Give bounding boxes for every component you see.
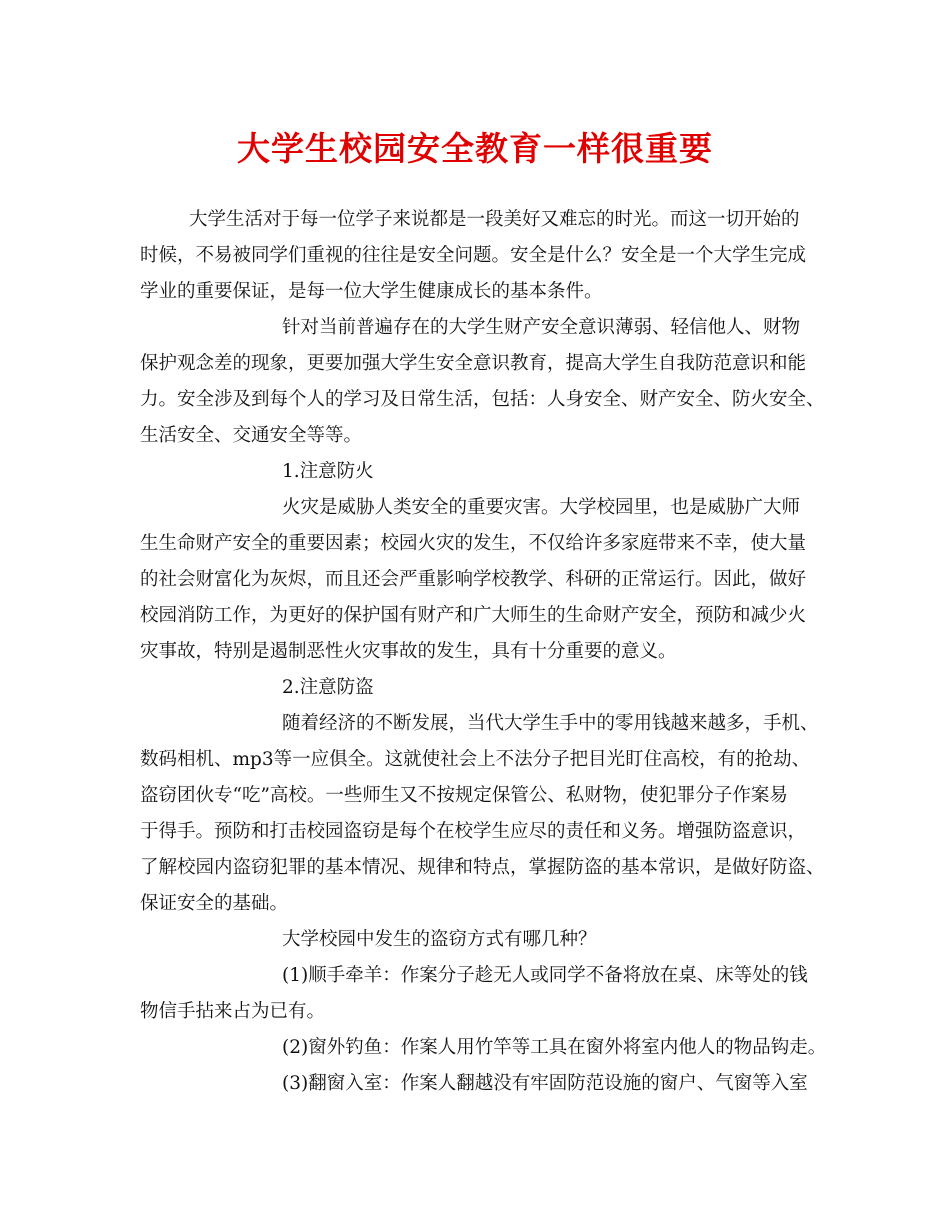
section-heading: 1.注意防火 — [282, 461, 374, 482]
paragraph-line: 生活安全、交通安全等等。 — [140, 425, 363, 446]
paragraph-line: 于得手。预防和打击校园盗窃是每个在校学生应尽的责任和义务。增强防盗意识， — [140, 821, 807, 842]
list-item: (1)顺手牵羊：作案分子趁无人或同学不备将放在桌、床等处的钱 — [282, 965, 808, 986]
paragraph-line: 生生命财产安全的重要因素；校园火灾的发生，不仅给许多家庭带来不幸，使大量 — [140, 533, 807, 554]
paragraph-line: 保护观念差的现象，更要加强大学生安全意识教育，提高大学生自我防范意识和能 — [140, 353, 807, 374]
paragraph-line: 盗窃团伙专“吃”高校。一些师生又不按规定保管公、私财物，使犯罪分子作案易 — [140, 785, 788, 806]
section-heading: 2.注意防盗 — [282, 677, 374, 698]
paragraph-line: 了解校园内盗窃犯罪的基本情况、规律和特点，掌握防盗的基本常识，是做好防盗、 — [140, 857, 825, 878]
list-item: (2)窗外钓鱼：作案人用竹竿等工具在窗外将室内他人的物品钩走。 — [282, 1037, 827, 1058]
document-title: 大学生校园安全教育一样很重要 — [237, 129, 713, 168]
paragraph-line: 校园消防工作，为更好的保护国有财产和广大师生的生命财产安全，预防和减少火 — [140, 605, 807, 626]
paragraph-line: 随着经济的不断发展，当代大学生手中的零用钱越来越多，手机、 — [282, 713, 819, 734]
paragraph-line: 灾事故，特别是遏制恶性火灾事故的发生，具有十分重要的意义。 — [140, 641, 677, 662]
paragraph-line: 大学校园中发生的盗窃方式有哪几种？ — [282, 929, 597, 950]
paragraph-line: 学业的重要保证，是每一位大学生健康成长的基本条件。 — [140, 281, 603, 302]
paragraph-line: 保证安全的基础。 — [140, 893, 289, 914]
list-item-continued: 物信手拈来占为已有。 — [140, 1001, 326, 1022]
paragraph-line: 力。安全涉及到每个人的学习及日常生活，包括：人身安全、财产安全、防火安全、 — [140, 389, 825, 410]
paragraph-line: 大学生活对于每一位学子来说都是一段美好又难忘的时光。而这一切开始的 — [189, 209, 800, 230]
paragraph-line: 数码相机、mp3等一应俱全。这就使社会上不法分子把目光盯住高校，有的抢劫、 — [140, 749, 811, 770]
paragraph-line: 的社会财富化为灰烬，而且还会严重影响学校教学、科研的正常运行。因此，做好 — [140, 569, 807, 590]
paragraph-line: 针对当前普遍存在的大学生财产安全意识薄弱、轻信他人、财物 — [282, 317, 801, 338]
paragraph-line: 火灾是威胁人类安全的重要灾害。大学校园里，也是威胁广大师 — [282, 497, 801, 518]
paragraph-line: 时候，不易被同学们重视的往往是安全问题。安全是什么？安全是一个大学生完成 — [140, 245, 807, 266]
list-item: (3)翻窗入室：作案人翻越没有牢固防范设施的窗户、气窗等入室 — [282, 1073, 808, 1094]
